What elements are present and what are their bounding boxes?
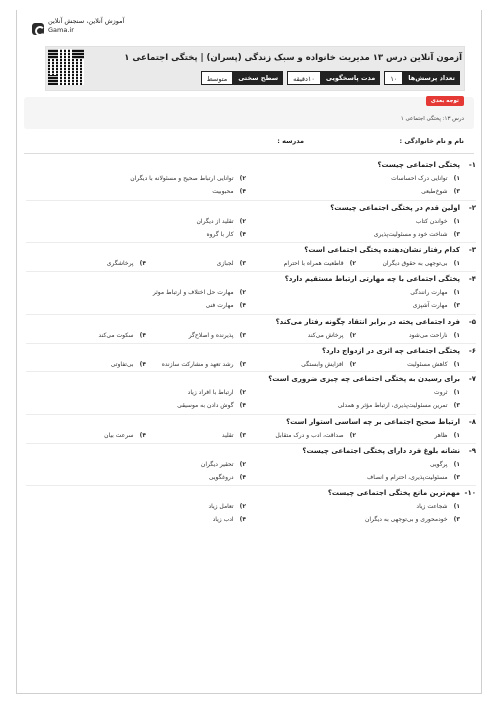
question-separator (26, 371, 476, 372)
answer-option[interactable] (206, 302, 246, 309)
option-label: ثروت (434, 389, 448, 396)
question-text: اولین قدم در پختگی اجتماعی چیست؟ (330, 204, 460, 212)
question-text: پختگی اجتماعی چه اثری در ازدواج دارد؟ (322, 347, 460, 355)
option-label: بی‌توجهی به حقوق دیگران (382, 260, 448, 267)
option-number: ۴) (139, 432, 146, 439)
question-separator (26, 485, 476, 486)
option-number: ۲) (239, 389, 246, 396)
question-text: پختگی اجتماعی چیست؟ (377, 161, 460, 169)
question-number: ۴- (468, 275, 476, 283)
option-label: کاهش مسئولیت (407, 361, 448, 368)
answer-option[interactable] (208, 503, 246, 510)
answer-option[interactable] (213, 516, 246, 523)
brand-site: Gama.ir (48, 26, 74, 34)
answer-option[interactable] (177, 402, 246, 409)
notice-box (24, 97, 474, 129)
question-text: فرد اجتماعی پخته در برابر انتقاد چگونه رفتار می‌کند؟ (275, 318, 460, 326)
question-separator (26, 443, 476, 444)
option-number: ۲) (349, 361, 356, 368)
option-label: ناراحت می‌شود (408, 332, 448, 339)
answer-option[interactable] (421, 188, 460, 195)
option-number: ۱) (453, 218, 460, 225)
option-number: ۳) (453, 516, 460, 523)
option-number: ۱) (453, 389, 460, 396)
info-questions-label: تعداد پرسش‌ها (403, 71, 460, 85)
option-number: ۴) (239, 302, 246, 309)
option-number: ۲) (239, 503, 246, 510)
answer-option[interactable] (209, 474, 246, 481)
question-text: کدام رفتار نشان‌دهنده پختگی اجتماعی است؟ (304, 246, 460, 254)
info-questions-value: ۱۰ (384, 71, 403, 85)
question-separator (26, 242, 476, 243)
answer-option[interactable] (413, 302, 460, 309)
option-number: ۳) (239, 361, 246, 368)
question-text: ارتباط صحیح اجتماعی بر چه اساسی استوار است؟ (286, 418, 460, 426)
brand-block (48, 17, 128, 35)
option-number: ۲) (349, 432, 356, 439)
answer-option[interactable] (416, 218, 460, 225)
question-separator (26, 200, 476, 201)
option-number: ۱) (453, 461, 460, 468)
option-label: محبوبیت (212, 188, 234, 195)
answer-option[interactable] (217, 260, 246, 267)
question-separator (26, 414, 476, 415)
student-row (24, 137, 464, 149)
option-label: تمرین مسئولیت‌پذیری، ارتباط مؤثر و همدلی (337, 402, 448, 409)
option-label: خواندن کتاب (415, 218, 448, 225)
student-name-label: نام و نام خانوادگی : (399, 137, 464, 145)
answer-option[interactable] (130, 175, 246, 182)
answer-option[interactable] (374, 231, 460, 238)
option-number: ۴) (139, 361, 146, 368)
question-number: ۷- (468, 375, 476, 383)
answer-option[interactable] (107, 260, 146, 267)
option-number: ۴) (139, 260, 146, 267)
option-number: ۴) (239, 516, 246, 523)
option-number: ۲) (239, 461, 246, 468)
option-label: مسئولیت‌پذیری، احترام و انصاف (367, 474, 448, 481)
option-label: تعامل زیاد (208, 503, 234, 510)
answer-option[interactable] (434, 389, 460, 396)
option-number: ۳) (453, 188, 460, 195)
answer-option[interactable] (430, 461, 460, 468)
option-number: ۱) (453, 361, 460, 368)
option-label: تقلید (221, 432, 234, 439)
option-number: ۳) (453, 231, 460, 238)
info-difficulty-label: سطح سختی (233, 71, 283, 85)
option-label: توانایی درک احساسات (391, 175, 448, 182)
option-label: مهارت رانندگی (410, 289, 448, 296)
answer-option[interactable] (275, 432, 356, 439)
option-number: ۳) (239, 332, 246, 339)
option-number: ۲) (239, 289, 246, 296)
answer-option[interactable] (435, 432, 461, 439)
info-duration-value: ۱۰دقیقه (287, 71, 321, 85)
option-number: ۳) (453, 302, 460, 309)
option-label: قاطعیت همراه با احترام (283, 260, 344, 267)
option-number: ۲) (239, 175, 246, 182)
option-number: ۴) (139, 332, 146, 339)
answer-option[interactable] (188, 389, 246, 396)
option-label: پرخاشگری (106, 260, 134, 267)
option-number: ۱) (453, 503, 460, 510)
option-label: صداقت، ادب و درک متقابل (275, 432, 344, 439)
option-number: ۲) (239, 218, 246, 225)
option-number: ۴) (239, 402, 246, 409)
option-number: ۱) (453, 289, 460, 296)
notice-text: درس ۱۳: پختگی اجتماعی ۱ (400, 116, 464, 122)
option-label: شوخ‌طبعی (421, 188, 448, 195)
option-number: ۲) (349, 260, 356, 267)
answer-option[interactable] (367, 474, 460, 481)
qr-code-icon (48, 49, 84, 85)
exam-info-row (201, 71, 460, 85)
answer-option[interactable] (104, 432, 146, 439)
question-number: ۳- (468, 246, 476, 254)
question-separator (26, 343, 476, 344)
question-number: ۹- (468, 447, 476, 455)
option-number: ۱) (453, 260, 460, 267)
exam-title: آزمون آنلاین درس ۱۳ مدیریت خانواده و سبک زندگی (پسران) | پختگی اجتماعی ۱ (124, 53, 462, 63)
question-number: ۱۰- (464, 489, 476, 497)
school-label: مدرسه : (277, 137, 304, 145)
option-number: ۴) (239, 474, 246, 481)
option-label: مهارت فنی (205, 302, 234, 309)
answer-option[interactable] (338, 402, 460, 409)
answer-option[interactable] (301, 361, 356, 368)
answer-option[interactable] (222, 432, 246, 439)
answer-option[interactable] (308, 332, 356, 339)
option-label: ادب زیاد (212, 516, 234, 523)
option-label: سکوت می‌کند (98, 332, 134, 339)
notice-badge: توجه بعدی (426, 96, 464, 106)
option-label: توانایی ارتباط صحیح و مسئولانه با دیگران (130, 175, 234, 182)
option-number: ۴) (239, 231, 246, 238)
option-label: مهارت حل اختلاف و ارتباط موثر (152, 289, 234, 296)
option-label: کار با گروه (206, 231, 234, 238)
option-label: خودمحوری و بی‌توجهی به دیگران (364, 516, 448, 523)
question-text: مهم‌ترین مانع پختگی اجتماعی چیست؟ (327, 489, 460, 497)
option-label: لجبازی (216, 260, 234, 267)
answer-option[interactable] (206, 231, 246, 238)
answer-option[interactable] (153, 289, 246, 296)
option-label: شناخت خود و مسئولیت‌پذیری (373, 231, 448, 238)
option-label: پرگویی (429, 461, 448, 468)
option-label: سرعت بیان (104, 432, 134, 439)
option-label: ارتباط با افراد زیاد (187, 389, 234, 396)
question-separator (26, 314, 476, 315)
question-separator (26, 271, 476, 272)
option-label: دروغگویی (208, 474, 234, 481)
question-text: پختگی اجتماعی با چه مهارتی ارتباط مستقیم دارد؟ (284, 275, 460, 283)
answer-option[interactable] (189, 332, 246, 339)
option-number: ۱) (453, 175, 460, 182)
divider (24, 153, 474, 154)
answer-option[interactable] (409, 332, 460, 339)
question-number: ۲- (468, 204, 476, 212)
option-number: ۱) (453, 432, 460, 439)
option-label: تقلید از دیگران (196, 218, 234, 225)
info-duration-label: مدت پاسخگویی (321, 71, 380, 85)
question-number: ۵- (468, 318, 476, 326)
answer-option[interactable] (365, 516, 460, 523)
option-label: بی‌تفاوتی (110, 361, 134, 368)
question-number: ۱- (468, 161, 476, 169)
option-label: تحقیر دیگران (200, 461, 234, 468)
option-label: مهارت آشپزی (412, 302, 448, 309)
info-difficulty-value: متوسط (201, 71, 233, 85)
answer-option[interactable] (197, 218, 247, 225)
option-number: ۳) (453, 402, 460, 409)
option-number: ۳) (453, 474, 460, 481)
question-number: ۶- (468, 347, 476, 355)
option-label: پذیرنده و اصلاح‌گر (188, 332, 234, 339)
option-label: شجاعت زیاد (416, 503, 448, 510)
answer-option[interactable] (201, 461, 246, 468)
answer-option[interactable] (391, 175, 460, 182)
option-number: ۲) (349, 332, 356, 339)
option-number: ۴) (239, 188, 246, 195)
answer-option[interactable] (162, 361, 246, 368)
answer-option[interactable] (416, 503, 460, 510)
option-number: ۳) (239, 260, 246, 267)
answer-option[interactable] (212, 188, 246, 195)
answer-option[interactable] (111, 361, 146, 368)
answer-option[interactable] (407, 361, 460, 368)
option-number: ۱) (453, 332, 460, 339)
question-text: برای رسیدن به پختگی اجتماعی چه چیزی ضروری است؟ (268, 375, 460, 383)
option-label: رشد تعهد و مشارکت سازنده (161, 361, 234, 368)
answer-option[interactable] (410, 289, 460, 296)
answer-option[interactable] (383, 260, 460, 267)
question-text: نشانه بلوغ فرد دارای پختگی اجتماعی چیست؟ (302, 447, 460, 455)
option-label: پرخاش می‌کند (307, 332, 344, 339)
gama-logo-icon (32, 23, 44, 35)
answer-option[interactable] (99, 332, 146, 339)
brand-tagline: آموزش آنلاین، سنجش آنلاین (48, 17, 125, 25)
option-number: ۳) (239, 432, 246, 439)
option-label: افزایش وابستگی (301, 361, 344, 368)
option-label: گوش دادن به موسیقی (177, 402, 234, 409)
question-number: ۸- (468, 418, 476, 426)
option-label: ظاهر (434, 432, 448, 439)
answer-option[interactable] (284, 260, 356, 267)
